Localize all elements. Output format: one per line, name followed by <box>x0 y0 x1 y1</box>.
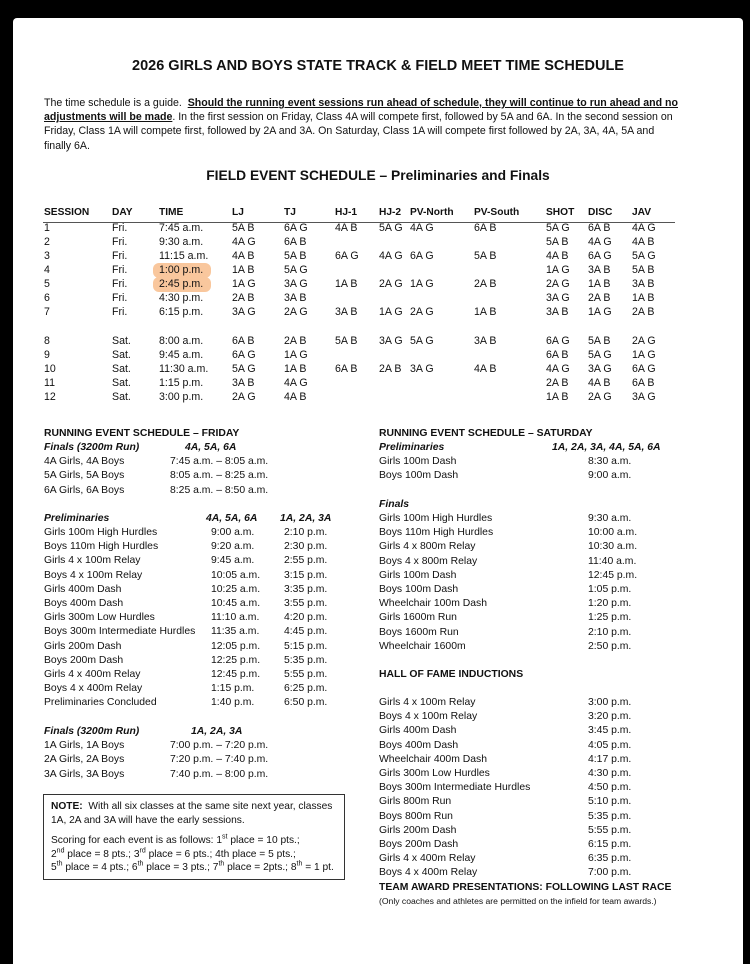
cell-jav: 6A B <box>632 377 655 389</box>
finals1-classes: 4A, 5A, 6A <box>185 442 237 453</box>
event-time-1: 10:45 a.m. <box>211 598 261 609</box>
cell-day: Fri. <box>112 278 128 290</box>
cell-session: 6 <box>44 292 50 304</box>
cell-jav: 2A G <box>632 335 656 347</box>
place-suffix: th <box>137 860 144 868</box>
cell-jav: 5A B <box>632 264 655 276</box>
cell-shot: 2A B <box>546 377 569 389</box>
header-time: TIME <box>159 207 184 218</box>
event-name: Boys 4 x 100m Relay <box>44 569 143 581</box>
event-time: 7:20 p.m. – 7:40 p.m. <box>170 754 269 766</box>
page-title: 2026 GIRLS AND BOYS STATE TRACK & FIELD MEET TIME SCHEDULE <box>132 58 624 74</box>
cell-day: Fri. <box>112 236 128 248</box>
cell-session: 2 <box>44 236 50 248</box>
place-number: 1 <box>216 835 223 846</box>
team-award-label: TEAM AWARD PRESENTATIONS: FOLLOWING LAST RACE <box>379 882 672 893</box>
cell-jav: 2A B <box>632 306 655 318</box>
cell-disc: 4A G <box>588 236 612 248</box>
event-time-1: 10:05 a.m. <box>211 569 261 581</box>
event-time: 4:17 p.m. <box>588 753 632 765</box>
header-pv-north: PV-North <box>410 207 454 218</box>
cell-session: 9 <box>44 349 50 361</box>
event-time-1: 9:45 a.m. <box>211 555 255 567</box>
event-name: Girls 1600m Run <box>379 612 457 624</box>
intro-paragraph <box>44 96 684 153</box>
cell-session: 7 <box>44 306 50 318</box>
event-time: 3:00 p.m. <box>588 697 632 708</box>
cell-tj: 3A G <box>284 278 308 290</box>
field-event-table <box>13 202 743 417</box>
place-number: 8 <box>290 862 297 873</box>
cell-day: Fri. <box>112 250 128 262</box>
event-name: 6A Girls, 6A Boys <box>44 484 125 496</box>
header-jav: JAV <box>632 207 652 218</box>
event-name: Boys 110m High Hurdles <box>44 541 159 553</box>
event-time-1: 9:20 a.m. <box>211 541 255 553</box>
event-time: 7:00 p.m. – 7:20 p.m. <box>170 740 269 751</box>
cell-disc: 4A B <box>588 377 611 389</box>
place-number: 7 <box>212 862 219 873</box>
event-time-1: 1:40 p.m. <box>211 697 255 709</box>
cell-hj2: 2A B <box>379 363 402 375</box>
event-name: Boys 100m Dash <box>379 584 459 595</box>
scoring-text <box>51 834 341 875</box>
cell-day: Fri. <box>112 292 128 304</box>
field-schedule-title: FIELD EVENT SCHEDULE – Preliminaries and Finals <box>206 168 550 183</box>
event-time: 5:10 p.m. <box>588 796 632 808</box>
event-name: Girls 200m Dash <box>44 640 122 652</box>
cell-tj: 3A B <box>284 292 307 304</box>
table-row <box>13 264 743 278</box>
cell-tj: 5A B <box>284 250 307 262</box>
table-row <box>13 306 743 320</box>
place-number: 5 <box>51 862 57 873</box>
prelims-label: Preliminaries <box>44 513 110 524</box>
cell-pv-north: 5A G <box>410 335 434 347</box>
cell-tj: 1A G <box>284 349 308 361</box>
table-row <box>13 349 743 363</box>
event-name: Boys 110m High Hurdles <box>379 527 494 539</box>
event-name: Girls 4 x 800m Relay <box>379 541 476 553</box>
cell-disc: 6A B <box>588 222 611 234</box>
event-time: 7:40 p.m. – 8:00 p.m. <box>170 768 269 780</box>
cell-disc: 3A B <box>588 264 611 276</box>
event-time-2: 4:45 p.m. <box>284 626 328 638</box>
event-name: 4A Girls, 4A Boys <box>44 456 125 467</box>
cell-lj: 3A G <box>232 306 256 318</box>
event-name: Girls 4 x 100m Relay <box>44 555 141 567</box>
place-suffix: rd <box>139 847 146 855</box>
cell-pv-south: 4A B <box>474 363 497 375</box>
cell-disc: 5A G <box>588 349 612 361</box>
sat-finals-label: Finals <box>379 499 410 510</box>
event-time-2: 5:15 p.m. <box>284 640 328 652</box>
header-session: SESSION <box>44 207 90 218</box>
table-row <box>13 391 743 405</box>
event-name: Girls 400m Dash <box>379 725 457 737</box>
event-name: Girls 4 x 100m Relay <box>379 697 476 708</box>
cell-hj2: 1A G <box>379 306 403 318</box>
event-time-2: 2:55 p.m. <box>284 555 328 567</box>
cell-time: 9:45 a.m. <box>159 349 204 361</box>
event-time: 7:45 a.m. – 8:05 a.m. <box>170 456 269 467</box>
cell-jav: 1A G <box>632 349 656 361</box>
intro-lead: The time schedule is a guide. <box>44 97 182 109</box>
cell-session: 12 <box>44 391 56 403</box>
cell-hj1: 5A B <box>335 335 358 347</box>
event-name: Boys 800m Run <box>379 810 453 822</box>
event-time: 10:30 a.m. <box>588 541 638 553</box>
place-number: 2 <box>51 848 57 860</box>
cell-tj: 4A B <box>284 391 307 403</box>
event-time: 1:05 p.m. <box>588 584 632 595</box>
event-name: Girls 100m High Hurdles <box>44 527 158 538</box>
note-text <box>51 800 341 827</box>
event-time-2: 4:20 p.m. <box>284 612 328 624</box>
table-divider <box>43 222 675 223</box>
event-time: 2:50 p.m. <box>588 640 632 652</box>
event-time: 6:35 p.m. <box>588 853 632 865</box>
cell-time: 4:30 p.m. <box>159 292 204 304</box>
event-name: Girls 100m Dash <box>379 569 457 581</box>
event-time: 4:50 p.m. <box>588 782 632 794</box>
cell-shot: 1A G <box>546 264 570 276</box>
cell-hj1: 1A B <box>335 278 358 290</box>
event-name: Boys 100m Dash <box>379 470 459 482</box>
place-suffix: th <box>296 860 303 868</box>
event-time-1: 11:35 a.m. <box>211 626 260 638</box>
place-suffix: nd <box>56 847 65 855</box>
cell-time: 6:15 p.m. <box>159 306 204 318</box>
event-time-2: 3:55 p.m. <box>284 598 328 609</box>
event-time-2: 5:55 p.m. <box>284 669 328 680</box>
event-time: 6:15 p.m. <box>588 839 632 850</box>
event-time-2: 2:10 p.m. <box>284 527 328 538</box>
event-time: 3:20 p.m. <box>588 711 632 723</box>
cell-jav: 1A B <box>632 292 655 304</box>
event-name: Girls 400m Dash <box>44 583 122 595</box>
cell-lj: 2A B <box>232 292 255 304</box>
table-row <box>13 335 743 349</box>
cell-time: 11:15 a.m. <box>159 250 209 262</box>
header-disc: DISC <box>588 207 613 218</box>
place-points: place = 6 pts.; 4th place = 5 pts.; <box>145 848 296 860</box>
cell-disc: 1A B <box>588 278 611 290</box>
cell-pv-south: 5A B <box>474 250 497 262</box>
event-name: Wheelchair 100m Dash <box>379 598 487 610</box>
cell-shot: 3A B <box>546 306 569 318</box>
event-time-1: 1:15 p.m. <box>211 683 255 695</box>
table-row <box>13 222 743 236</box>
cell-pv-north: 3A G <box>410 363 434 375</box>
cell-pv-north: 6A G <box>410 250 434 262</box>
event-name: Girls 300m Low Hurdles <box>379 768 490 779</box>
event-name: Girls 4 x 400m Relay <box>44 669 141 680</box>
friday-title: RUNNING EVENT SCHEDULE – FRIDAY <box>44 428 240 439</box>
cell-shot: 1A B <box>546 391 569 403</box>
table-row <box>13 292 743 306</box>
event-name: Boys 300m Intermediate Hurdles <box>379 782 531 794</box>
saturday-title: RUNNING EVENT SCHEDULE – SATURDAY <box>379 428 593 439</box>
header-pv-south: PV-South <box>474 207 520 218</box>
cell-hj2: 3A G <box>379 335 403 347</box>
scoring-intro: Scoring for each event is as follows: <box>51 835 214 846</box>
cell-tj: 4A G <box>284 377 308 389</box>
event-time-1: 12:45 p.m. <box>211 669 261 680</box>
cell-pv-south: 2A B <box>474 278 497 290</box>
header-shot: SHOT <box>546 207 575 218</box>
cell-shot: 6A B <box>546 349 569 361</box>
event-time: 1:25 p.m. <box>588 612 632 624</box>
event-time: 8:30 a.m. <box>588 456 632 467</box>
event-name: Girls 800m Run <box>379 796 452 808</box>
cell-day: Fri. <box>112 306 128 318</box>
cell-time: 2:45 p.m. <box>159 278 204 290</box>
cell-hj1: 6A B <box>335 363 358 375</box>
cell-disc: 2A G <box>588 391 612 403</box>
cell-day: Sat. <box>112 377 131 389</box>
hof-label: HALL OF FAME INDUCTIONS <box>379 669 524 680</box>
event-name: 3A Girls, 3A Boys <box>44 768 125 780</box>
cell-session: 11 <box>44 377 55 389</box>
cell-hj2: 2A G <box>379 278 403 290</box>
event-time: 12:45 p.m. <box>588 569 638 581</box>
event-name: Boys 4 x 800m Relay <box>379 555 478 567</box>
cell-time: 7:45 a.m. <box>159 222 204 234</box>
event-time: 8:25 a.m. – 8:50 a.m. <box>170 484 269 496</box>
cell-lj: 2A G <box>232 391 256 403</box>
event-time-2: 6:25 p.m. <box>284 683 328 695</box>
prelims-col1: 4A, 5A, 6A <box>206 513 258 524</box>
cell-tj: 1A B <box>284 363 307 375</box>
event-time: 2:10 p.m. <box>588 626 632 638</box>
cell-pv-north: 1A G <box>410 278 434 290</box>
note-body: With all six classes at the same site next year, classes 1A, 2A and 3A will have the early sessions. <box>51 801 333 826</box>
sat-classes: 1A, 2A, 3A, 4A, 5A, 6A <box>552 442 661 453</box>
cell-session: 8 <box>44 335 50 347</box>
event-name: Girls 200m Dash <box>379 824 457 836</box>
event-time-2: 2:30 p.m. <box>284 541 328 553</box>
event-name: 1A Girls, 1A Boys <box>44 740 125 751</box>
cell-day: Sat. <box>112 349 131 361</box>
finals2-classes: 1A, 2A, 3A <box>191 726 243 737</box>
cell-tj: 6A B <box>284 236 307 248</box>
place-suffix: th <box>56 860 63 868</box>
table-row <box>13 278 743 292</box>
place-points: place = 3 pts.; <box>143 862 213 873</box>
intro-rest: . In the first session on Friday, Class 4A will compete first, followed by 5A and 6A. In the second session on Friday, Class 1A will compete first, followed by 2A and 3A. On Saturday, Class 1A will compete first followed by 2A, 3A, 4A, 5A and finally 6A. <box>44 111 673 152</box>
header-lj: LJ <box>232 207 244 218</box>
cell-shot: 5A G <box>546 222 570 234</box>
event-name: Boys 200m Dash <box>44 654 124 666</box>
cell-jav: 6A G <box>632 363 656 375</box>
cell-session: 4 <box>44 264 50 276</box>
cell-jav: 5A G <box>632 250 656 262</box>
event-time-2: 3:15 p.m. <box>284 569 328 581</box>
event-time-1: 12:25 p.m. <box>211 654 261 666</box>
cell-session: 5 <box>44 278 50 290</box>
cell-time: 9:30 a.m. <box>159 236 204 248</box>
event-name: Girls 300m Low Hurdles <box>44 612 155 624</box>
cell-tj: 5A G <box>284 264 308 276</box>
cell-lj: 6A G <box>232 349 256 361</box>
event-time-1: 12:05 p.m. <box>211 640 261 652</box>
event-name: Boys 200m Dash <box>379 839 459 850</box>
cell-hj1: 6A G <box>335 250 359 262</box>
event-name: Boys 1600m Run <box>379 626 459 638</box>
event-time: 4:30 p.m. <box>588 768 632 779</box>
event-time-2: 3:35 p.m. <box>284 583 328 595</box>
event-time: 7:00 p.m. <box>588 867 632 879</box>
cell-hj1: 4A B <box>335 222 358 234</box>
cell-day: Sat. <box>112 335 131 347</box>
cell-lj: 5A G <box>232 363 256 375</box>
event-name: Preliminaries Concluded <box>44 697 157 709</box>
cell-tj: 2A B <box>284 335 307 347</box>
cell-hj1: 3A B <box>335 306 358 318</box>
cell-lj: 4A B <box>232 250 255 262</box>
table-row <box>13 377 743 391</box>
cell-disc: 5A B <box>588 335 611 347</box>
cell-day: Sat. <box>112 363 131 375</box>
cell-session: 3 <box>44 250 50 262</box>
cell-pv-south: 1A B <box>474 306 497 318</box>
place-number: 3 <box>133 848 140 860</box>
table-row <box>13 250 743 264</box>
prelims-col2: 1A, 2A, 3A <box>280 513 332 524</box>
event-name: Boys 4 x 100m Relay <box>379 711 478 723</box>
cell-jav: 3A B <box>632 278 655 290</box>
cell-lj: 6A B <box>232 335 255 347</box>
header-hj2: HJ-2 <box>379 207 402 218</box>
event-time-1: 10:25 a.m. <box>211 583 261 595</box>
cell-pv-south: 6A B <box>474 222 497 234</box>
event-time: 4:05 p.m. <box>588 739 632 751</box>
cell-pv-south: 3A B <box>474 335 497 347</box>
cell-lj: 4A G <box>232 236 256 248</box>
cell-day: Fri. <box>112 222 128 234</box>
table-row <box>13 363 743 377</box>
cell-disc: 2A B <box>588 292 611 304</box>
place-points: place = 4 pts.; <box>62 862 132 873</box>
cell-time: 1:00 p.m. <box>159 264 204 276</box>
intro-warning: Should the running event sessions run ahead of schedule, they will continue to run ahead and no adjustments will be made <box>44 97 679 124</box>
cell-shot: 3A G <box>546 292 570 304</box>
event-time: 10:00 a.m. <box>588 527 638 539</box>
cell-day: Fri. <box>112 264 128 276</box>
event-time: 3:45 p.m. <box>588 725 632 737</box>
event-name: Girls 100m Dash <box>379 456 457 467</box>
cell-time: 3:00 p.m. <box>159 391 204 403</box>
cell-hj2: 5A G <box>379 222 403 234</box>
event-name: Girls 4 x 400m Relay <box>379 853 476 865</box>
place-suffix: st <box>222 833 228 841</box>
cell-hj2: 4A G <box>379 250 403 262</box>
place-suffix: th <box>218 860 225 868</box>
cell-time: 1:15 p.m. <box>159 377 204 389</box>
event-name: Boys 300m Intermediate Hurdles <box>44 626 196 638</box>
sat-prelims-label: Preliminaries <box>379 442 445 453</box>
cell-disc: 6A G <box>588 250 612 262</box>
cell-time: 8:00 a.m. <box>159 335 204 347</box>
note-label: NOTE: <box>51 801 83 812</box>
event-time: 5:35 p.m. <box>588 810 632 822</box>
cell-session: 10 <box>44 363 56 375</box>
place-number: 6 <box>131 862 138 873</box>
cell-day: Sat. <box>112 391 131 403</box>
event-time-2: 5:35 p.m. <box>284 654 328 666</box>
place-points: place = 10 pts.; <box>227 835 300 846</box>
event-name: Girls 100m High Hurdles <box>379 513 493 524</box>
event-name: 5A Girls, 5A Boys <box>44 470 125 482</box>
cell-shot: 6A G <box>546 335 570 347</box>
note-box <box>43 794 345 880</box>
cell-pv-north: 2A G <box>410 306 434 318</box>
cell-disc: 3A G <box>588 363 612 375</box>
cell-lj: 5A B <box>232 222 255 234</box>
document-page <box>13 18 743 964</box>
event-time-2: 6:50 p.m. <box>284 697 328 709</box>
cell-shot: 5A B <box>546 236 569 248</box>
cell-lj: 1A B <box>232 264 255 276</box>
cell-time: 11:30 a.m. <box>159 363 209 375</box>
event-time: 8:05 a.m. – 8:25 a.m. <box>170 470 269 482</box>
cell-lj: 3A B <box>232 377 255 389</box>
cell-jav: 3A G <box>632 391 656 403</box>
cell-pv-north: 4A G <box>410 222 434 234</box>
cell-tj: 2A G <box>284 306 308 318</box>
place-points: place = 2pts.; <box>224 862 291 873</box>
cell-shot: 2A G <box>546 278 570 290</box>
event-name: Wheelchair 400m Dash <box>379 753 487 765</box>
event-name: Boys 400m Dash <box>379 739 459 751</box>
event-time-1: 11:10 a.m. <box>211 612 260 624</box>
cell-disc: 1A G <box>588 306 612 318</box>
event-time: 1:20 p.m. <box>588 598 632 610</box>
cell-session: 1 <box>44 222 50 234</box>
cell-shot: 4A B <box>546 250 569 262</box>
event-time: 11:40 a.m. <box>588 555 637 567</box>
table-row <box>13 236 743 250</box>
cell-jav: 4A B <box>632 236 655 248</box>
event-name: Boys 4 x 400m Relay <box>44 683 143 695</box>
event-name: Wheelchair 1600m <box>379 640 466 652</box>
cell-tj: 6A G <box>284 222 308 234</box>
cell-shot: 4A G <box>546 363 570 375</box>
place-points: place = 8 pts.; <box>64 848 134 860</box>
event-time: 5:55 p.m. <box>588 824 632 836</box>
event-name: 2A Girls, 2A Boys <box>44 754 125 766</box>
finals2-label: Finals (3200m Run) <box>44 726 140 737</box>
header-hj1: HJ-1 <box>335 207 358 218</box>
header-day: DAY <box>112 207 133 218</box>
event-name: Boys 4 x 400m Relay <box>379 867 478 879</box>
event-time: 9:30 a.m. <box>588 513 632 524</box>
team-award-note: (Only coaches and athletes are permitted on the infield for team awards.) <box>379 896 657 906</box>
place-points: = 1 pt. <box>302 862 334 873</box>
cell-lj: 1A G <box>232 278 256 290</box>
event-time-1: 9:00 a.m. <box>211 527 255 538</box>
cell-jav: 4A G <box>632 222 656 234</box>
event-time: 9:00 a.m. <box>588 470 632 482</box>
header-tj: TJ <box>284 207 296 218</box>
finals1-label: Finals (3200m Run) <box>44 442 140 453</box>
event-name: Boys 400m Dash <box>44 598 124 609</box>
